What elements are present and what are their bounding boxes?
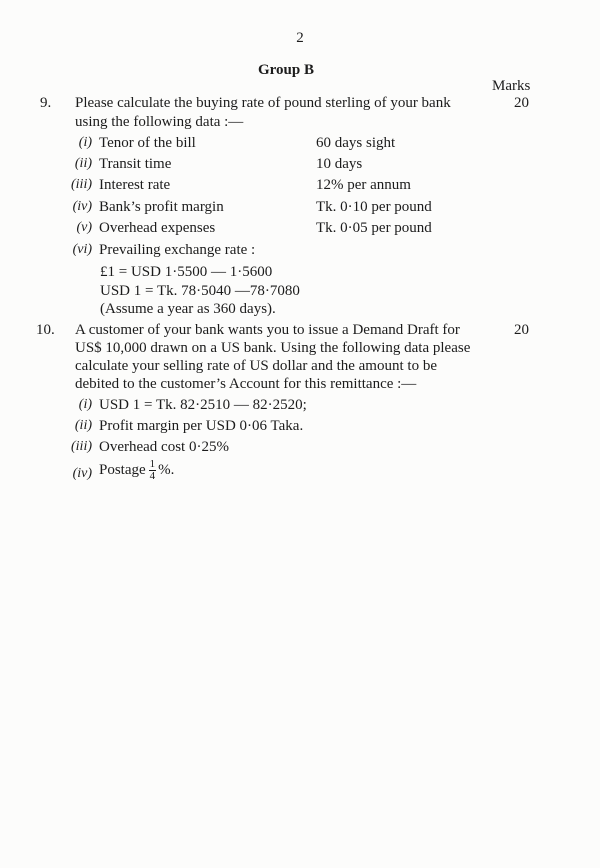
item-label: Overhead cost 0·25%: [99, 439, 229, 455]
item-label: Transit time: [99, 156, 172, 172]
item-label: Tenor of the bill: [99, 135, 196, 151]
question-text-line: calculate your selling rate of US dollar and the amount to be: [75, 358, 437, 374]
question-marks: 20: [514, 95, 529, 111]
item-label: Prevailing exchange rate :: [99, 242, 256, 258]
item-number: (i): [78, 135, 92, 150]
group-title: Group B: [258, 62, 314, 78]
item-label: Postage: [99, 461, 146, 478]
item-number: (iii): [71, 439, 92, 454]
item-number: (iii): [71, 177, 92, 192]
question-text-line: using the following data :—: [75, 114, 244, 130]
item-value: 12% per annum: [316, 177, 411, 193]
question-text-line: US$ 10,000 drawn on a US bank. Using the following data please: [75, 340, 471, 356]
item-value: Tk. 0·05 per pound: [316, 220, 432, 236]
item-value: Tk. 0·10 per pound: [316, 199, 432, 215]
exchange-rate-line: USD 1 = Tk. 78·5040 —78·7080: [100, 283, 300, 299]
item-label: Bank’s profit margin: [99, 199, 224, 215]
item-suffix: %.: [158, 461, 175, 478]
question-number: 10.: [36, 322, 55, 338]
exchange-rate-line: £1 = USD 1·5500 — 1·5600: [100, 264, 273, 280]
item-label: Overhead expenses: [99, 220, 216, 236]
fraction-denominator: 4: [149, 470, 156, 482]
question-text-line: Please calculate the buying rate of pound sterling of your bank: [75, 95, 451, 111]
item-label: USD 1 = Tk. 82·2510 — 82·2520;: [99, 397, 307, 413]
item-number: (iv): [72, 199, 92, 214]
fraction-numerator: 1: [149, 458, 156, 470]
marks-header: Marks: [492, 78, 531, 94]
item-number: (v): [76, 220, 92, 235]
assumption-note: (Assume a year as 360 days).: [100, 301, 276, 317]
question-number: 9.: [40, 95, 52, 111]
item-label: Profit margin per USD 0·06 Taka.: [99, 418, 304, 434]
question-marks: 20: [514, 322, 529, 338]
item-number: (vi): [72, 242, 92, 257]
postage-line: [99, 459, 174, 482]
question-text-line: debited to the customer’s Account for this remittance :—: [75, 376, 417, 392]
item-number: (iv): [72, 466, 92, 481]
item-value: 60 days sight: [316, 135, 396, 151]
item-label: Interest rate: [99, 177, 171, 193]
fraction: [149, 459, 157, 482]
page-number: 2: [296, 30, 304, 46]
item-number: (ii): [74, 418, 92, 433]
item-number: (ii): [74, 156, 92, 171]
item-number: (i): [78, 397, 92, 412]
question-text-line: A customer of your bank wants you to issue a Demand Draft for: [75, 322, 460, 338]
item-value: 10 days: [316, 156, 363, 172]
